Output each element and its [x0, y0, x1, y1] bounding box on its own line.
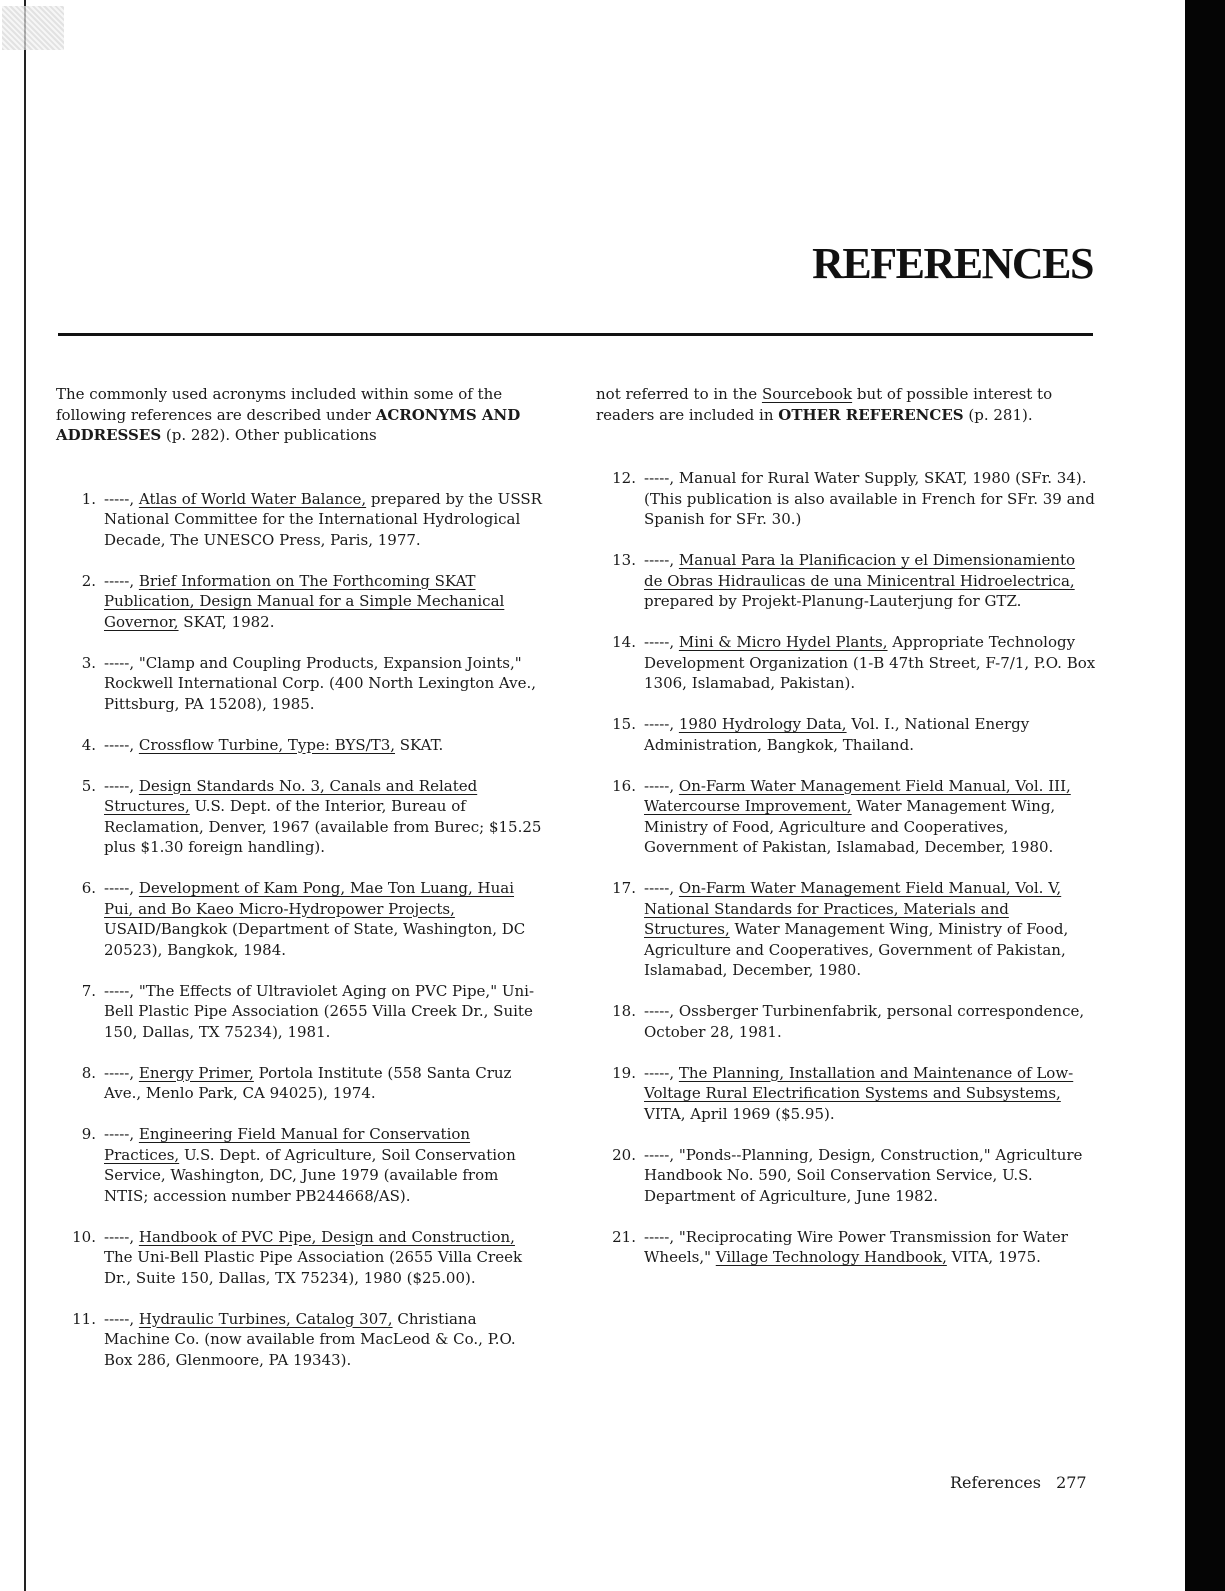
scan-smudge [2, 6, 64, 50]
text-run: -----, "Ponds--Planning, Design, Construction," Agriculture Handbook No. 590, Soil Conservation Service, U.S. Department of Agriculture, June 1982. [644, 1145, 1083, 1205]
underlined-title: Design Standards No. 3, Canals and Related Structures, [104, 776, 478, 815]
reference-item [56, 735, 546, 756]
reference-text [104, 1310, 516, 1369]
reference-item [56, 878, 546, 960]
text-run: -----, [104, 571, 139, 590]
reference-number: 20. [612, 1145, 636, 1164]
reference-text [644, 1002, 1084, 1041]
scan-right-edge [1185, 0, 1225, 1591]
reference-item [596, 878, 1096, 981]
reference-number: 5. [81, 776, 96, 795]
text-run: Christiana Machine Co. (now available from MacLeod & Co., P.O. Box 286, Glenmoore, PA 19343). [104, 1309, 516, 1369]
reference-number: 8. [81, 1063, 96, 1082]
text-run: -----, [644, 551, 679, 569]
text-run: Vol. I., National Energy Administration, Bangkok, Thailand. [644, 715, 1030, 754]
reference-number: 11. [72, 1309, 96, 1328]
page-number: 277 [1056, 1473, 1087, 1492]
reference-number: 13. [612, 551, 636, 569]
intro-left [56, 384, 546, 446]
reference-number: 18. [612, 1002, 636, 1020]
reference-item [56, 1124, 546, 1206]
underlined-title: Development of Kam Pong, Mae Ton Luang, Huai Pui, and Bo Kaeo Micro-Hydropower Projects, [104, 879, 515, 918]
reference-text [104, 982, 534, 1041]
underlined-title: Hydraulic Turbines, Catalog 307, [138, 1309, 393, 1328]
text-run: USAID/Bangkok (Department of State, Washington, DC 20523), Bangkok, 1984. [104, 920, 526, 959]
text-run: (p. 282). Other publications [161, 426, 377, 444]
text-run: VITA, 1975. [946, 1248, 1041, 1266]
underlined-title: Handbook of PVC Pipe, Design and Construction, [138, 1227, 515, 1246]
text-run: -----, [104, 1309, 139, 1328]
reference-number: 17. [612, 879, 636, 897]
reference-text [104, 654, 536, 713]
text-run: -----, "The Effects of Ultraviolet Aging on PVC Pipe," Uni-Bell Plastic Pipe Association (2655 Villa Creek Dr., Suite 150, Dallas, TX 75234), 1981. [104, 981, 535, 1041]
text-run: but of possible interest to readers are included in [596, 385, 1053, 424]
text-run: -----, "Clamp and Coupling Products, Expansion Joints," Rockwell International Corp. (400 North Lexington Ave., Pittsburg, PA 15208), 1985. [104, 653, 536, 713]
reference-number: 15. [612, 715, 636, 733]
text-run: prepared by Projekt-Planung-Lauterjung for GTZ. [644, 592, 1022, 610]
reference-text [644, 715, 1029, 754]
reference-number: 4. [81, 735, 96, 754]
text-run: U.S. Dept. of Agriculture, Soil Conservation Service, Washington, DC, June 1979 (available from NTIS; accession number PB244668/AS). [104, 1145, 516, 1205]
reference-number: 7. [81, 981, 96, 1000]
reference-item [596, 468, 1096, 530]
reference-list-right [596, 468, 1096, 1268]
underlined-title: Mini & Micro Hydel Plants, [678, 633, 888, 651]
reference-item [596, 1227, 1096, 1268]
reference-item [56, 571, 546, 633]
reference-item [596, 1001, 1096, 1042]
reference-item [56, 653, 546, 715]
text-run: -----, Manual for Rural Water Supply, SKAT, 1980 (SFr. 34). (This publication is also available in French for SFr. 39 and Spanish for SFr. 30.) [644, 469, 1095, 528]
reference-number: 16. [612, 776, 636, 795]
underlined-title: Village Technology Handbook, [715, 1248, 947, 1266]
text-run: VITA, April 1969 ($5.95). [644, 1104, 835, 1123]
page-title: REFERENCES [812, 239, 1093, 288]
underlined-title: On-Farm Water Management Field Manual, Vol. III, Watercourse Improvement, [644, 776, 1071, 815]
scan-left-edge [24, 0, 26, 1591]
reference-item [596, 550, 1096, 612]
page-footer [950, 1473, 1097, 1492]
underlined-title: 1980 Hydrology Data, [678, 715, 847, 733]
text-run: Appropriate Technology Development Organization (1-B 47th Street, F-7/1, P.O. Box 1306, Islamabad, Pakistan). [644, 633, 1096, 692]
text-run: SKAT. [395, 735, 444, 754]
reference-number: 6. [81, 879, 96, 897]
text-run: -----, Ossberger Turbinenfabrik, personal correspondence, October 28, 1981. [644, 1002, 1085, 1041]
reference-number: 12. [612, 469, 636, 487]
left-column [56, 384, 546, 1391]
bold-text: OTHER REFERENCES [778, 405, 964, 424]
underlined-title: Sourcebook [761, 385, 853, 403]
text-run: -----, [644, 879, 679, 897]
reference-item [56, 489, 546, 551]
reference-item [56, 981, 546, 1043]
text-run: SKAT, 1982. [178, 612, 275, 631]
intro-right [596, 384, 1096, 425]
reference-item [596, 1063, 1096, 1125]
reference-item [596, 714, 1096, 755]
title-rule [58, 333, 1093, 336]
reference-text [104, 572, 504, 631]
text-run: -----, [644, 633, 679, 651]
underlined-title: Crossflow Turbine, Type: BYS/T3, [138, 735, 396, 754]
text-run: -----, [644, 1063, 679, 1082]
reference-number: 1. [81, 489, 96, 508]
reference-text [104, 1064, 511, 1103]
reference-text [644, 1146, 1082, 1205]
text-run: Portola Institute (558 Santa Cruz Ave., Menlo Park, CA 94025), 1974. [104, 1063, 512, 1102]
reference-item [56, 1063, 546, 1104]
reference-item [56, 776, 546, 858]
reference-text [104, 490, 542, 549]
footer-label: References [950, 1473, 1041, 1492]
text-run: -----, [104, 735, 139, 754]
reference-item [596, 632, 1096, 694]
text-run: Water Management Wing, Ministry of Food, Agriculture and Cooperatives, Government of Pakistan, Islamabad, December, 1980. [644, 797, 1056, 856]
reference-text [644, 1228, 1068, 1267]
underlined-title: Energy Primer, [138, 1063, 254, 1082]
reference-list-left [56, 489, 546, 1371]
underlined-title: Brief Information on The Forthcoming SKAT Publication, Design Manual for a Simple Mechanical Governor, [104, 571, 505, 631]
text-run: Water Management Wing, Ministry of Food, Agriculture and Cooperatives, Government of Pakistan, Islamabad, December, 1980. [644, 920, 1069, 979]
reference-text [104, 1125, 516, 1205]
reference-item [56, 1309, 546, 1371]
reference-text [644, 879, 1068, 979]
text-run: The Uni-Bell Plastic Pipe Association (2655 Villa Creek Dr., Suite 150, Dallas, TX 75234), 1980 ($25.00). [104, 1248, 523, 1287]
underlined-title: Engineering Field Manual for Conservation Practices, [104, 1125, 471, 1164]
reference-number: 21. [612, 1227, 636, 1246]
reference-text [644, 633, 1095, 692]
text-run: -----, [104, 1063, 139, 1082]
reference-number: 9. [81, 1125, 96, 1143]
bold-text: ACRONYMS AND ADDRESSES [56, 405, 521, 444]
text-run: -----, "Reciprocating Wire Power Transmission for Water Wheels," [644, 1227, 1068, 1266]
reference-text [104, 777, 541, 857]
underlined-title: Manual Para la Planificacion y el Dimensionamiento de Obras Hidraulicas de una Minicentral Hidroelectrica, [644, 551, 1076, 590]
underlined-title: The Planning, Installation and Maintenance of Low-Voltage Rural Electrification Systems and Subsystems, [644, 1063, 1074, 1102]
text-run: -----, [104, 879, 139, 897]
reference-item [56, 1227, 546, 1289]
reference-text [644, 469, 1095, 528]
reference-text [644, 1064, 1073, 1123]
reference-number: 10. [72, 1227, 96, 1246]
underlined-title: Atlas of World Water Balance, [138, 489, 367, 508]
text-run: -----, [644, 715, 679, 733]
reference-text [644, 551, 1075, 610]
reference-text [104, 1228, 522, 1287]
reference-text [104, 879, 525, 959]
text-run: not referred to in the [596, 385, 762, 403]
text-run: -----, [104, 489, 139, 508]
reference-number: 3. [81, 653, 96, 672]
reference-number: 19. [612, 1063, 636, 1082]
underlined-title: On-Farm Water Management Field Manual, Vol. V, National Standards for Practices, Materials and Structures, [644, 879, 1062, 938]
text-run: -----, [644, 776, 679, 795]
right-column [596, 384, 1096, 1288]
text-run: -----, [104, 1227, 139, 1246]
reference-item [596, 1145, 1096, 1207]
reference-number: 2. [81, 571, 96, 590]
text-run: -----, [104, 1125, 139, 1143]
reference-text [104, 736, 443, 754]
text-run: The commonly used acronyms included within some of the following references are described under [56, 385, 503, 424]
text-run: (p. 281). [963, 405, 1033, 424]
reference-number: 14. [612, 633, 636, 651]
reference-item [596, 776, 1096, 858]
reference-text [644, 777, 1071, 857]
text-run: U.S. Dept. of the Interior, Bureau of Reclamation, Denver, 1967 (available from Burec; $15.25 plus $1.30 foreign handling). [104, 797, 542, 856]
text-run: prepared by the USSR National Committee for the International Hydrological Decade, The UNESCO Press, Paris, 1977. [104, 489, 542, 549]
text-run: -----, [104, 776, 139, 795]
